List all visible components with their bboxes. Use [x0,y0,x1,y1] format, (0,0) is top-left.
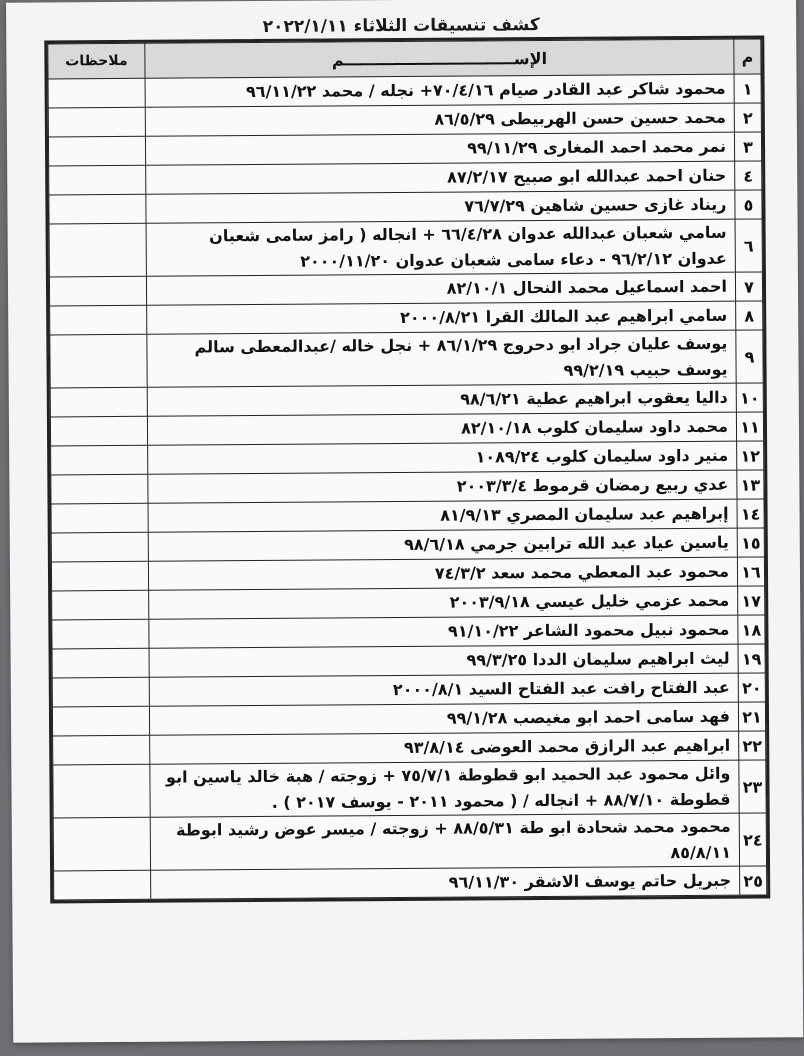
row-name: محمد عزمي خليل عيسي ٢٠٠٣/٩/١٨ [149,586,738,619]
row-notes [51,532,148,562]
row-number: ١ [734,74,761,103]
row-notes [49,223,146,277]
row-name: ليث ابراهيم سليمان الددا ٩٩/٣/٢٥ [149,644,738,677]
row-number: ٢٣ [739,760,766,813]
row-notes [51,561,148,591]
coordination-table [47,38,767,900]
row-notes [54,870,151,900]
row-number: ١٥ [737,528,764,557]
coordination-table-frame [44,35,770,903]
row-name: محمد داود سليمان كلوب ٨٢/١٠/١٨ [147,412,736,445]
table-row [50,330,763,388]
table-row [49,219,762,277]
row-name: محمود عبد المعطي محمد سعد ٧٤/٣/٢ [148,557,737,590]
row-number: ١٨ [738,615,765,644]
table-row [54,866,767,900]
row-notes [48,107,145,137]
row-name: ريناد غازى حسين شاهين ٧٦/٧/٢٩ [146,190,735,223]
row-notes [51,503,148,533]
row-number: ٧ [735,272,762,301]
row-number: ٣ [734,132,761,161]
row-notes [48,78,145,108]
row-notes [50,416,147,446]
row-name: عدي ربيع رمضان قرموط ٢٠٠٣/٣/٤ [148,470,737,503]
row-name: ياسين عياد عبد الله ترابين جرمي ٩٨/٦/١٨ [148,528,737,561]
row-name: نمر محمد احمد المغارى ٩٩/١١/٢٩ [145,132,734,165]
row-notes [49,165,146,195]
row-notes [52,590,149,620]
row-name: إبراهيم عبد سليمان المصري ٨١/٩/١٣ [148,499,737,532]
row-notes [50,387,147,417]
row-name: محمود شاكر عبد القادر صيام ٧٠/٤/١٦+ نجله / محمد ٩٦/١١/٢٢ [145,74,734,107]
document-title: كشف تنسيقات الثلاثاء ٢٠٢٢/١/١١ [262,15,540,37]
row-number: ٥ [735,190,762,219]
row-notes [51,445,148,475]
row-name: يوسف عليان جراد ابو دحروج ٨٦/١/٢٩ + نجل خاله /عبدالمعطى سالم يوسف حبيب ٩٩/٢/١٩ [147,330,736,387]
row-name: جبريل حاتم يوسف الاشقر ٩٦/١١/٣٠ [151,866,740,899]
header-name: الإســـــــــــــــــــــــــــــــم [145,39,734,78]
row-notes [53,764,150,818]
row-number: ٢٢ [739,731,766,760]
row-name: سامي شعبان عبدالله عدوان ٦٦/٤/٢٨ + انجاله ( رامز سامى شعبان عدوان ٩٦/٢/١٢ - دعاء سامى شعبان عدوان ٢٠٠٠/١١/٢٠ [146,219,735,276]
row-name: عبد الفتاح رافت عبد الفتاح السيد ٢٠٠٠/٨/١ [149,673,738,706]
row-name: ابراهيم عبد الرازق محمد العوضى ٩٣/٨/١٤ [150,731,739,764]
header-notes: ملاحظات [48,43,145,79]
row-name: منير داود سليمان كلوب ١٠٨٩/٢٤ [148,441,737,474]
row-name: وائل محمود عبد الحميد ابو قطوطة ٧٥/٧/١ + زوجته / هبة خالد ياسين ابو قطوطة ٨٨/٧/١٠ + انجاله / ( محمود ٢٠١١ - يوسف ٢٠١٧ ) . [150,760,739,817]
row-number: ٢ [734,103,761,132]
paper-sheet [6,0,803,1043]
row-number: ١٩ [738,644,765,673]
row-notes [50,334,147,388]
table-row [53,760,766,818]
row-name: محمود محمد شحادة ابو طة ٨٨/٥/٣١ + زوجته / ميسر عوض رشيد ابوطة ٨٥/٨/١١ [150,813,739,870]
row-name: محمود نبيل محمود الشاعر ٩١/١٠/٢٢ [149,615,738,648]
row-number: ٢٥ [740,866,767,895]
row-notes [52,706,149,736]
row-name: سامي ابراهيم عبد المالك القرا ٢٠٠٠/٨/٢١ [147,301,736,334]
header-number: م [734,39,761,74]
row-number: ٢١ [738,702,765,731]
row-number: ٩ [736,330,763,383]
row-number: ٢٠ [738,673,765,702]
row-notes [52,677,149,707]
row-notes [53,817,150,871]
row-notes [49,276,146,306]
row-notes [52,619,149,649]
row-number: ١١ [736,412,763,441]
row-name: داليا يعقوب ابراهيم عطية ٩٨/٦/٢١ [147,383,736,416]
row-notes [50,305,147,335]
table-body [48,74,767,900]
row-notes [51,474,148,504]
row-notes [48,136,145,166]
table-row [53,813,766,871]
row-notes [52,648,149,678]
row-number: ١٠ [736,383,763,412]
row-name: محمد حسين حسن الهربيطى ٨٦/٥/٢٩ [145,103,734,136]
row-name: فهد سامى احمد ابو مغيصب ٩٩/١/٢٨ [149,702,738,735]
row-number: ١٣ [737,470,764,499]
row-number: ١٦ [737,557,764,586]
row-number: ١٤ [737,499,764,528]
row-notes [53,735,150,765]
row-number: ٦ [735,219,762,272]
table-header-row [48,39,761,79]
row-name: حنان احمد عبدالله ابو صبيح ٨٧/٢/١٧ [146,161,735,194]
row-name: احمد اسماعيل محمد النحال ٨٢/١٠/١ [146,272,735,305]
row-number: ٤ [735,161,762,190]
row-number: ٢٤ [739,813,766,866]
row-number: ١٧ [738,586,765,615]
row-number: ١٢ [737,441,764,470]
row-number: ٨ [736,301,763,330]
row-notes [49,194,146,224]
